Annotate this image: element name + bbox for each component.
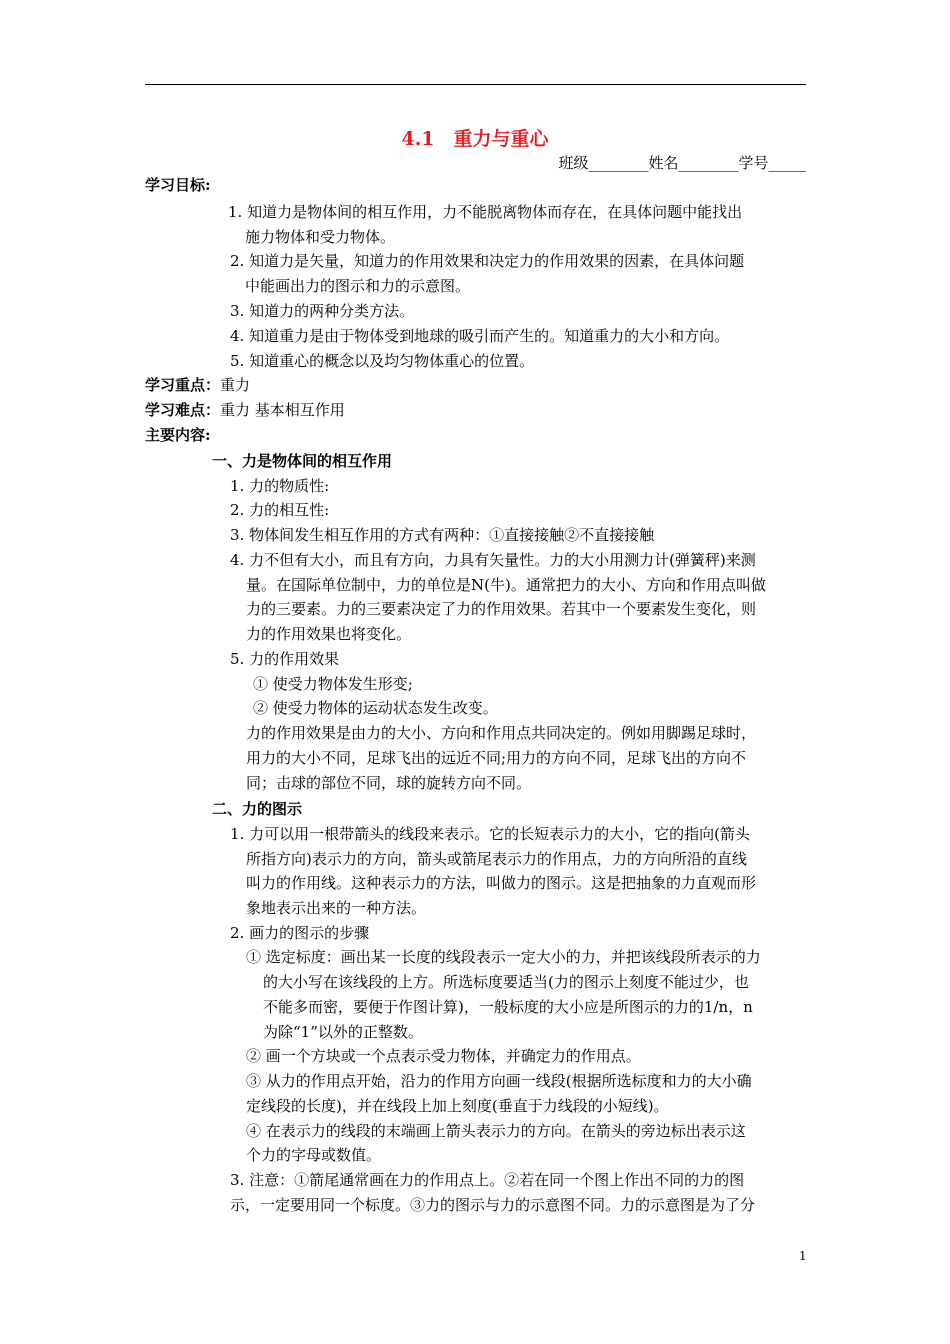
key-point-value: 重力 (220, 376, 251, 394)
section2-line: 个力的字母或数值。 (246, 1146, 382, 1164)
section1-line: 力的三要素。力的三要素决定了力的作用效果。若其中一个要素发生变化，则 (246, 600, 757, 618)
section2-line: ④ 在表示力的线段的末端画上箭头表示力的方向。在箭头的旁边标出表示这 (246, 1122, 746, 1140)
content-label: 主要内容: (145, 426, 211, 444)
section1-line: ② 使受力物体的运动状态发生改变。 (253, 699, 498, 717)
objective-1-line-2: 施力物体和受力物体。 (245, 228, 396, 246)
section1-line: 量。在国际单位制中，力的单位是N(牛)。通常把力的大小、方向和作用点叫做 (246, 576, 766, 594)
objective-5: 5. 知道重心的概念以及均匀物体重心的位置。 (230, 352, 535, 370)
header-rule (145, 84, 806, 85)
section2-line: ① 选定标度：画出某一长度的线段表示一定大小的力，并把该线段所表示的力 (246, 948, 761, 966)
objective-2-line-2: 中能画出力的图示和力的示意图。 (245, 277, 471, 295)
section1-line: 5. 力的作用效果 (230, 650, 340, 668)
section2-line: 定线段的长度)，并在线段上加上刻度(垂直于力线段的小短线)。 (246, 1097, 669, 1115)
section2-line: 的大小写在该线段的上方。所选标度要适当(力的图示上刻度不能过少，也 (263, 973, 749, 991)
page-title: 4.1 重力与重心 (401, 128, 549, 150)
key-point (145, 374, 250, 396)
key-point-label: 学习重点： (145, 376, 221, 394)
objective-2-line-1: 2. 知道力是矢量，知道力的作用效果和决定力的作用效果的因素，在具体问题 (230, 252, 745, 270)
objective-1-line-1: 1. 知道力是物体间的相互作用，力不能脱离物体而存在，在具体问题中能找出 (228, 203, 743, 221)
page-number: 1 (799, 1249, 807, 1263)
section1-line: 1. 力的物质性: (230, 477, 330, 495)
section1-line: 用力的大小不同，足球飞出的远近不同;用力的方向不同，足球飞出的方向不 (246, 749, 747, 767)
section2-heading: 二、力的图示 (212, 800, 303, 818)
section1-heading: 一、力是物体间的相互作用 (212, 452, 393, 470)
section2-line: 2. 画力的图示的步骤 (230, 924, 370, 942)
section1-line: 2. 力的相互性: (230, 501, 330, 519)
section2-line: 3. 注意：①箭尾通常画在力的作用点上。②若在同一个图上作出不同的力的图 (230, 1171, 745, 1189)
section2-line: ③ 从力的作用点开始，沿力的作用方向画一线段(根据所选标度和力的大小确 (246, 1072, 752, 1090)
section1-line: 力的作用效果也将变化。 (246, 625, 412, 643)
section2-line: 叫力的作用线。这种表示力的方法，叫做力的图示。这是把抽象的力直观而形 (246, 874, 757, 892)
objective-4: 4. 知道重力是由于物体受到地球的吸引而产生的。知道重力的大小和方向。 (230, 327, 730, 345)
difficulty-value: 重力 基本相互作用 (220, 401, 345, 419)
section2-line: 所指方向)表示力的方向，箭头或箭尾表示力的作用点，力的方向所沿的直线 (246, 850, 747, 868)
section1-line: 同；击球的部位不同，球的旋转方向不同。 (246, 774, 532, 792)
section1-line: 力的作用效果是由力的大小、方向和作用点共同决定的。例如用脚踢足球时， (246, 724, 757, 742)
difficulty-label: 学习难点： (145, 401, 221, 419)
section1-line: ① 使受力物体发生形变; (253, 675, 413, 693)
section1-line: 4. 力不但有大小，而且有方向，力具有矢量性。力的大小用测力计(弹簧秤)来测 (230, 551, 756, 569)
difficulty (145, 399, 345, 421)
section2-line: 示，一定要用同一个标度。③力的图示与力的示意图不同。力的示意图是为了分 (230, 1196, 756, 1214)
section1-line: 3. 物体间发生相互作用的方式有两种：①直接接触②不直接接触 (230, 526, 655, 544)
student-info-fields: 班级________姓名________学号_____ (558, 154, 806, 172)
section2-line: ② 画一个方块或一个点表示受力物体，并确定力的作用点。 (246, 1047, 641, 1065)
section2-line: 为除“1”以外的正整数。 (263, 1023, 423, 1041)
section2-line: 象地表示出来的一种方法。 (246, 899, 427, 917)
objective-3: 3. 知道力的两种分类方法。 (230, 302, 415, 320)
section2-line: 不能多而密，要便于作图计算)，一般标度的大小应是所图示的力的1/n，n (263, 998, 753, 1016)
section2-line: 1. 力可以用一根带箭头的线段来表示。它的长短表示力的大小，它的指向(箭头 (230, 825, 750, 843)
objectives-label: 学习目标: (145, 176, 211, 194)
